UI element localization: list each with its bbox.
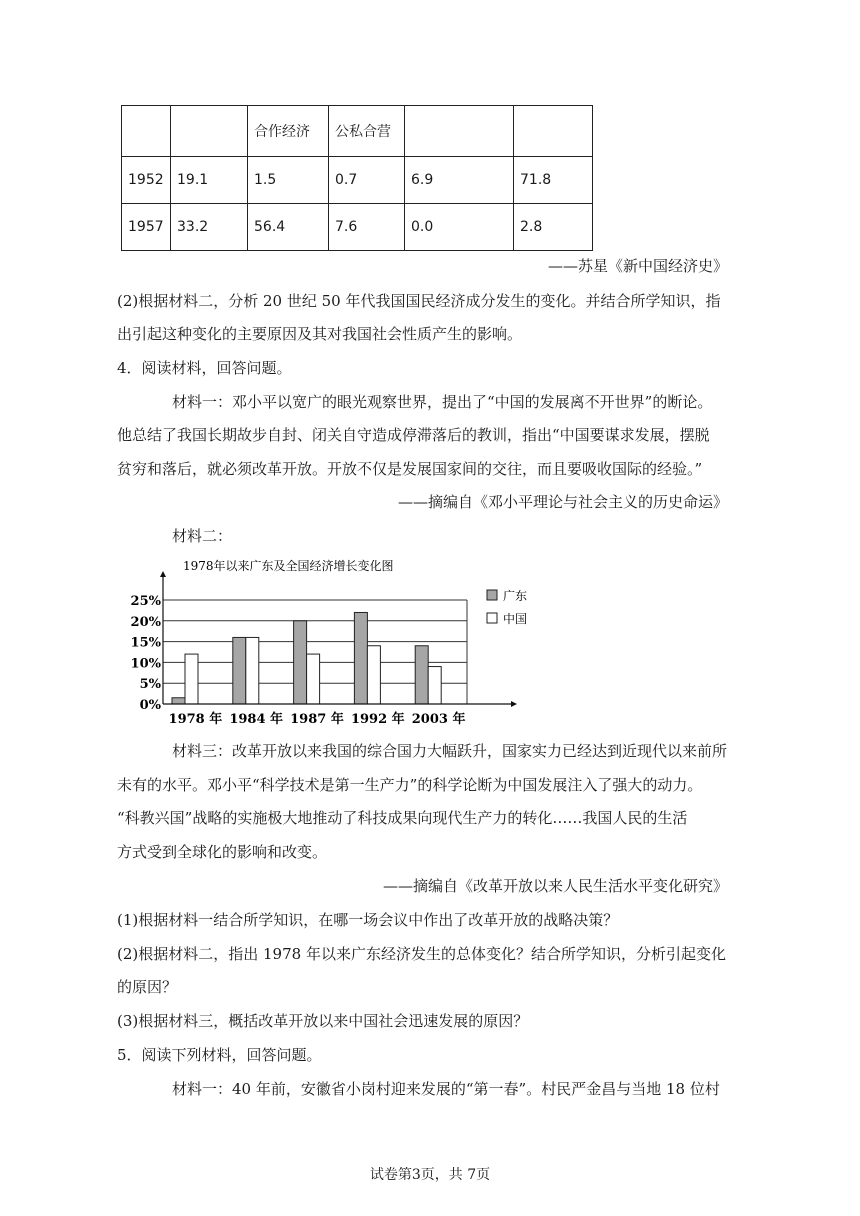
bar — [246, 637, 259, 704]
y-tick-label: 25% — [130, 594, 161, 609]
table-header-row — [122, 106, 593, 157]
question-3-2-line-1: (2)根据材料二，分析 20 世纪 50 年代我国国民经济成分发生的变化。并结合所学知识，指 — [117, 292, 721, 310]
table-cell: 0.0 — [405, 204, 514, 251]
material-3-source: ——摘编自《改革开放以来人民生活水平变化研究》 — [382, 877, 728, 895]
economic-growth-chart — [130, 553, 528, 733]
economy-composition-table — [121, 105, 593, 251]
legend-label: 中国 — [503, 612, 528, 626]
y-tick-label: 0% — [139, 698, 161, 713]
material-1-line-1: 材料一：邓小平以宽广的眼光观察世界，提出了“中国的发展离不开世界”的断论。 — [172, 393, 713, 411]
table-cell: 2.8 — [514, 204, 593, 251]
bar — [185, 654, 198, 704]
x-tick-label: 1978 年 — [168, 712, 223, 727]
legend-swatch — [487, 613, 497, 623]
question-4-3: (3)根据材料三，概括改革开放以来中国社会迅速发展的原因？ — [117, 1012, 529, 1030]
question-5-title: 5．阅读下列材料，回答问题。 — [117, 1046, 322, 1064]
table-header-cell — [405, 106, 514, 157]
x-tick-label: 1992 年 — [350, 712, 405, 727]
bar — [294, 621, 307, 704]
bar — [307, 654, 320, 704]
table-header-cell — [171, 106, 248, 157]
table-cell: 1.5 — [248, 157, 329, 204]
question-4-2-line-2: 的原因？ — [117, 978, 178, 996]
x-tick-label: 1987 年 — [290, 712, 344, 727]
chart-legend — [487, 588, 527, 626]
table-cell: 6.9 — [405, 157, 514, 204]
material-3-line-3: “科教兴国”战略的实施极大地推动了科技成果向现代生产力的转化……我国人民的生活 — [117, 809, 688, 827]
bar — [354, 612, 367, 704]
chart-bars — [172, 612, 441, 704]
material-1-line-3: 贫穷和落后，就必须改革开放。开放不仅是发展国家间的交往，而且要吸收国际的经验。” — [117, 460, 703, 478]
material-2-label: 材料二： — [172, 527, 233, 545]
y-tick-label: 5% — [139, 677, 161, 693]
x-tick-label: 1984 年 — [229, 712, 284, 727]
table-header-cell: 合作经济 — [248, 106, 329, 157]
question-4-1: (1)根据材料一结合所学知识，在哪一场会议中作出了改革开放的战略决策？ — [117, 911, 619, 929]
table-cell: 1952 — [122, 157, 171, 204]
bar — [367, 646, 380, 704]
table-cell: 0.7 — [329, 157, 405, 204]
page-footer: 试卷第3页，共 7页 — [369, 1167, 491, 1183]
y-tick-label: 15% — [130, 635, 161, 651]
material-3-line-1: 材料三：改革开放以来我国的综合国力大幅跃升，国家实力已经达到近现代以来前所 — [172, 742, 728, 760]
x-axis-arrow — [511, 701, 517, 707]
material-1-line-2: 他总结了我国长期故步自封、闭关自守造成停滞落后的教训，指出“中国要谋求发展，摆脱 — [117, 426, 710, 444]
table-cell: 56.4 — [248, 204, 329, 251]
x-tick-label: 2003 年 — [411, 712, 466, 727]
table-cell: 71.8 — [514, 157, 593, 204]
legend-swatch — [487, 590, 497, 600]
bar — [233, 637, 246, 704]
table-cell: 7.6 — [329, 204, 405, 251]
y-axis-arrow — [160, 571, 166, 577]
y-tick-label: 20% — [130, 614, 161, 630]
bar — [172, 698, 185, 704]
bar — [428, 667, 441, 704]
table-row — [122, 157, 593, 204]
table-cell: 19.1 — [171, 157, 248, 204]
bar — [415, 646, 428, 704]
question-4-2-line-1: (2)根据材料二，指出 1978 年以来广东经济发生的总体变化？结合所学知识，分析引起变化 — [117, 945, 726, 963]
legend-label: 广东 — [503, 589, 528, 603]
table-cell: 1957 — [122, 204, 171, 251]
chart-axes — [131, 571, 517, 727]
chart-title: 1978年以来广东及全国经济增长变化图 — [183, 559, 394, 573]
question-4-title: 4．阅读材料，回答问题。 — [117, 359, 292, 377]
table-source: ——苏星《新中国经济史》 — [547, 257, 728, 275]
question-3-2-line-2: 出引起这种变化的主要原因及其对我国社会性质产生的影响。 — [117, 325, 523, 343]
table-row — [122, 204, 593, 251]
material-3-line-2: 未有的水平。邓小平“科学技术是第一生产力”的科学论断为中国发展注入了强大的动力。 — [117, 776, 703, 794]
table-header-cell: 公私合营 — [329, 106, 405, 157]
table-header-cell — [514, 106, 593, 157]
material-3-line-4: 方式受到全球化的影响和改变。 — [117, 843, 328, 861]
table-header-cell — [122, 106, 171, 157]
y-tick-label: 10% — [130, 656, 161, 672]
material-1-source: ——摘编自《邓小平理论与社会主义的历史命运》 — [397, 493, 728, 511]
question-5-material-1: 材料一：40 年前，安徽省小岗村迎来发展的“第一春”。村民严金昌与当地 18 位村 — [172, 1080, 720, 1098]
table-cell: 33.2 — [171, 204, 248, 251]
